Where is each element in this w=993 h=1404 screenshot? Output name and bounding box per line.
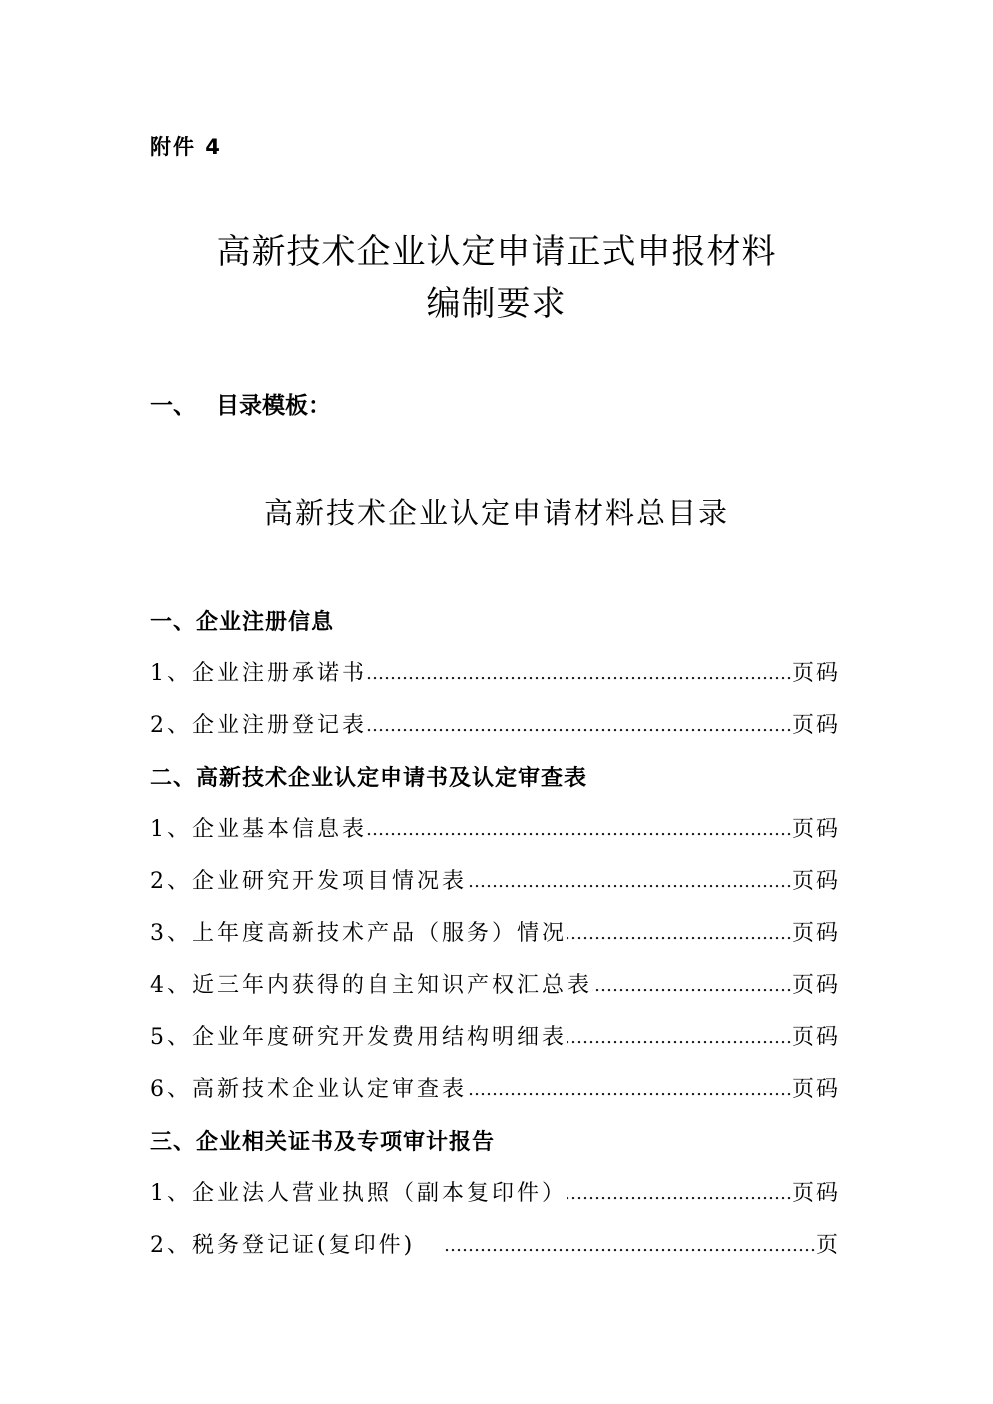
- toc-entry-label: 1、企业基本信息表: [150, 817, 367, 842]
- dot-leader: [367, 659, 792, 689]
- toc-entry: [150, 856, 840, 908]
- section-number: 一、: [150, 393, 196, 419]
- toc-entry-page: 页码: [791, 713, 840, 738]
- document-title-line-2: 编制要求: [426, 284, 567, 324]
- toc-entry: [150, 1064, 840, 1116]
- dot-leader: [367, 815, 792, 845]
- dot-leader: [367, 711, 792, 741]
- toc-entry: [150, 960, 840, 1012]
- toc-entry: [150, 908, 840, 960]
- toc-entry-label: 1、企业注册承诺书: [150, 661, 367, 686]
- toc-entry: [150, 648, 840, 700]
- toc-entry-label: 5、企业年度研究开发费用结构明细表: [150, 1025, 567, 1050]
- toc-entry: [150, 804, 840, 856]
- toc-group-heading: 三、企业相关证书及专项审计报告: [150, 1129, 496, 1155]
- section-label: 目录模板：: [216, 393, 331, 419]
- toc-entry-page: 页码: [791, 817, 840, 842]
- toc-entry-label: 6、高新技术企业认定审查表: [150, 1077, 467, 1102]
- dot-leader: [567, 1023, 792, 1053]
- toc-entry-label: 2、企业注册登记表: [150, 713, 367, 738]
- toc-title: 高新技术企业认定申请材料总目录: [263, 496, 729, 530]
- toc-entry-page: 页码: [791, 661, 840, 686]
- toc-entry-page: 页: [815, 1233, 840, 1258]
- document-title-line-1: 高新技术企业认定申请正式申报材料: [216, 232, 777, 272]
- dot-leader: [445, 1231, 816, 1261]
- toc-entry-page: 页码: [791, 1181, 840, 1206]
- toc-entry: [150, 1168, 840, 1220]
- toc-group-heading: 一、企业注册信息: [150, 609, 335, 635]
- toc-entry-label: 2、税务登记证(复印件): [150, 1233, 416, 1258]
- toc-entry-page: 页码: [791, 973, 840, 998]
- toc-entry: [150, 1220, 840, 1272]
- toc-entry-page: 页码: [791, 1025, 840, 1050]
- toc-entry-page: 页码: [791, 921, 840, 946]
- section-heading: [150, 390, 331, 422]
- dot-leader: [567, 919, 792, 949]
- toc-entry-label: 2、企业研究开发项目情况表: [150, 869, 467, 894]
- dot-leader: [592, 971, 792, 1001]
- dot-leader: [467, 1075, 792, 1105]
- toc-group-heading: 二、高新技术企业认定申请书及认定审查表: [150, 765, 588, 791]
- toc-entry-label: 3、上年度高新技术产品（服务）情况: [150, 921, 567, 946]
- attachment-label: 附件 4: [150, 135, 222, 159]
- toc-entry: [150, 700, 840, 752]
- toc-entry-label: 1、企业法人营业执照（副本复印件）: [150, 1181, 567, 1206]
- toc-entry-page: 页码: [791, 869, 840, 894]
- toc-entry: [150, 1012, 840, 1064]
- table-of-contents: [150, 596, 840, 1272]
- dot-leader: [467, 867, 792, 897]
- toc-entry-page: 页码: [791, 1077, 840, 1102]
- dot-leader: [567, 1179, 792, 1209]
- toc-entry-label: 4、近三年内获得的自主知识产权汇总表: [150, 973, 592, 998]
